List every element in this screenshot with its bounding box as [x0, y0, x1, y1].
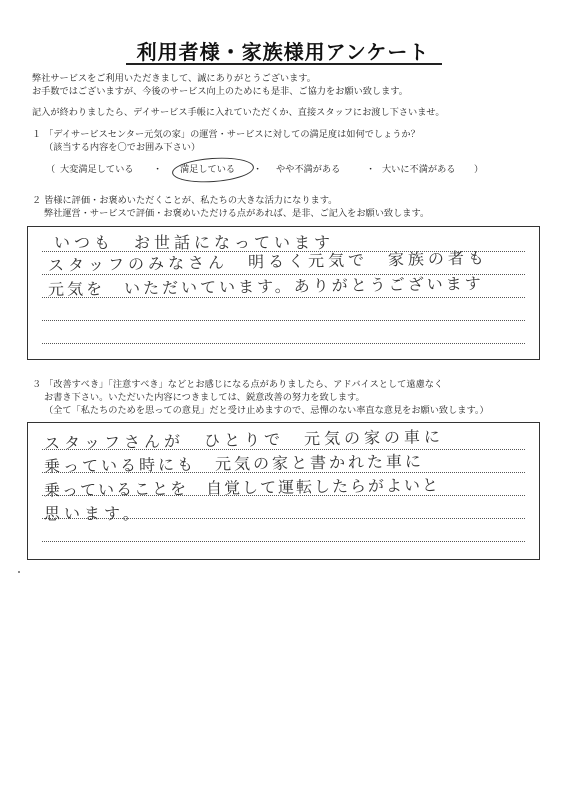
q2-handwritten-line-3: 元気を いただいています。ありがとうございます	[47, 273, 484, 299]
intro-line-1: 弊社サービスをご利用いただきまして、誠にありがとうございます。	[32, 73, 316, 84]
q3-handwritten-line-4: 思います。	[44, 504, 143, 523]
q3-handwritten-line-3: 乗っていることを 自覚して運転したらがよいと	[43, 475, 441, 500]
q3-handwritten-line-1: スタッフさんが ひとりで 元気の家の車に	[43, 427, 445, 453]
q2-line-1: ２ 皆様に評価・お褒めいただくことが、私たちの大きな活力になります。	[32, 195, 338, 206]
q2-answer-box[interactable]	[27, 226, 540, 360]
q2-handwritten-line-2: スタッフのみなさん 明るく元気で 家族の者も	[47, 248, 489, 275]
q1-option-close-paren: ）	[474, 164, 484, 175]
q1-option-separator: ・	[366, 164, 376, 175]
intro-line-2: お手数ではございますが、今後のサービス向上のためにも是非、ご協力をお願い致します。	[32, 86, 408, 97]
q3-answer-box[interactable]	[27, 422, 540, 560]
scan-speck	[18, 571, 20, 573]
q1-option-open-paren: （	[46, 164, 56, 175]
writing-line	[42, 320, 525, 321]
q3-line-2: お書き下さい。いただいた内容につきましては、鋭意改善の努力を致します。	[44, 392, 365, 403]
q1-option-somewhat-dissatisfied[interactable]: やや不満がある	[276, 164, 341, 175]
q1-option-very-dissatisfied[interactable]: 大いに不満がある	[382, 164, 456, 175]
selection-circle	[171, 155, 254, 185]
q1-option-very-satisfied[interactable]: 大変満足している	[60, 164, 134, 175]
q1-question: １ 「デイサービスセンター元気の家」の運営・サービスに対しての満足度は如何でしょうか？	[32, 129, 420, 140]
intro-line-3: 記入が終わりましたら、デイサービス手帳に入れていただくか、直接スタッフにお渡し下さいませ。	[32, 107, 445, 118]
q1-option-separator: ・	[253, 164, 263, 175]
q1-option-satisfied[interactable]: 満足している	[180, 164, 236, 175]
page-title: 利用者様・家族様用アンケート	[136, 40, 430, 64]
q1-option-separator: ・	[153, 164, 163, 175]
title-underline	[126, 63, 442, 65]
writing-line	[42, 541, 525, 542]
q3-line-3: （全て「私たちのためを思っての意見」だと受け止めますので、忌憚のない率直な意見をお願い致します。）	[44, 405, 489, 416]
q3-handwritten-line-2: 乗っている時にも 元気の家と書かれた車に	[43, 451, 425, 476]
writing-line	[42, 343, 525, 344]
q1-instruction: （該当する内容を〇でお囲み下さい）	[44, 142, 201, 153]
q3-line-1: ３ 「改善すべき」「注意すべき」などとお感じになる点がありましたら、アドバイスとして遠慮なく	[32, 379, 444, 390]
q2-handwritten-line-1: いつも お世話になっています	[54, 233, 335, 252]
q2-line-2: 弊社運営・サービスで評価・お褒めいただける点があれば、是非、ご記入をお願い致します。	[44, 208, 430, 219]
